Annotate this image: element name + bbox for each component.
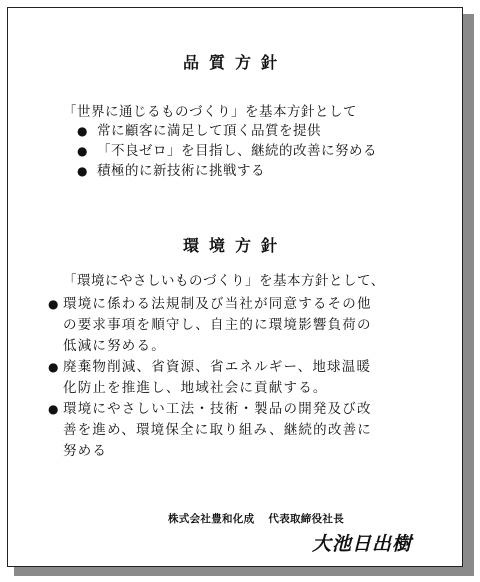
- quality-item-text: 常に顧客に満足して頂く品質を提供: [97, 123, 321, 139]
- environment-item-text: 廃棄物削減、省資源、省エネルギー、地球温暖化防止を推進し、地域社会に貢献する。: [63, 359, 372, 396]
- bullet-icon: ●: [48, 402, 60, 416]
- list-item: [77, 161, 377, 181]
- quality-item-text: 積極的に新技術に挑戦する: [97, 163, 265, 179]
- quality-item-text: 「不良ゼロ」を目指し、継続的改善に努める: [97, 143, 377, 159]
- policy-document: [7, 7, 463, 567]
- environment-item-text: 環境に係わる法規制及び当社が同意するその他の要求事項を順守し、自主的に環境影響負荷の低減に努める。: [63, 296, 372, 354]
- representative-title: 代表取締役社長: [268, 513, 345, 525]
- company-name: 株式会社豊和化成: [168, 513, 255, 525]
- bullet-icon: ●: [48, 297, 60, 311]
- environment-item-text: 環境にやさしい工法・技術・製品の開発及び改善を進め、環境保全に取り組み、継続的改善に努める: [63, 401, 372, 459]
- environment-policy-list: [48, 294, 378, 462]
- list-item: [77, 141, 377, 161]
- list-item: [48, 294, 378, 357]
- list-item: [48, 399, 378, 462]
- environment-policy-title: 環境方針: [182, 236, 287, 255]
- quality-policy-title: 品質方針: [182, 53, 287, 72]
- bullet-icon: ●: [48, 360, 60, 374]
- list-item: [48, 357, 378, 399]
- quality-policy-intro: 「世界に通じるものづくり」を基本方針として: [63, 104, 357, 120]
- quality-policy-list: [77, 121, 377, 181]
- bullet-icon: ●: [77, 144, 88, 158]
- list-item: [77, 121, 377, 141]
- representative-signature: 大池日出樹: [312, 533, 413, 555]
- environment-policy-intro: 「環境にやさしいものづくり」を基本方針として、: [63, 273, 385, 289]
- bullet-icon: ●: [77, 124, 88, 138]
- company-line: [168, 511, 344, 526]
- bullet-icon: ●: [77, 164, 88, 178]
